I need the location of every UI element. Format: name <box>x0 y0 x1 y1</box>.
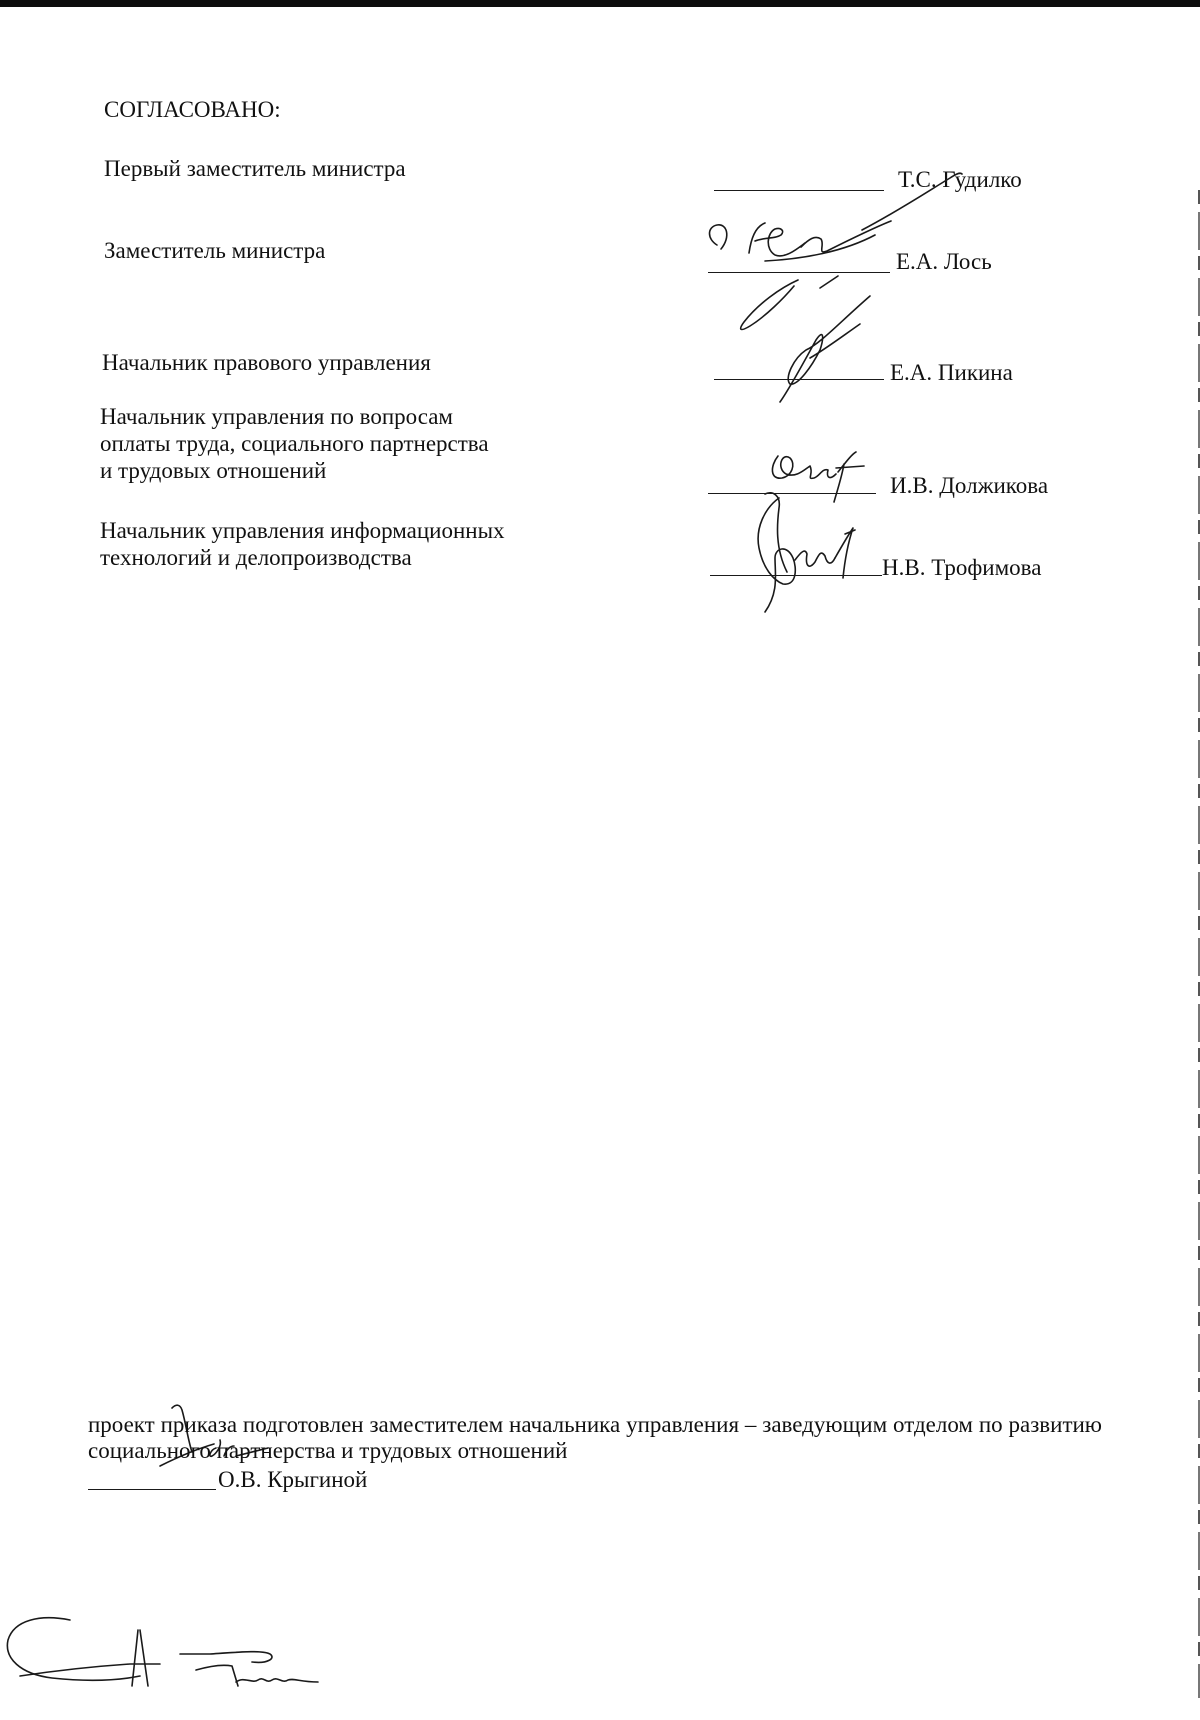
approver-position-5: Начальник управления информационных технологий и делопроизводства <box>100 518 505 570</box>
scan-top-border <box>0 0 1200 7</box>
signature-trofimova <box>735 488 875 618</box>
approver-name-4: И.В. Должикова <box>890 473 1049 498</box>
approval-heading: СОГЛАСОВАНО: <box>104 97 281 122</box>
signature-pikina <box>720 268 890 408</box>
author-signature-line <box>88 1489 216 1490</box>
approver-name-5: Н.В. Трофимова <box>882 555 1042 580</box>
approver-position-4: Начальник управления по вопросам оплаты труда, социального партнерства и трудовых отношений <box>100 404 489 483</box>
approver-name-1: Т.С. Гудилко <box>898 167 1022 192</box>
approver-name-3: Е.А. Пикина <box>890 360 1013 385</box>
draft-author-name: О.В. Крыгиной <box>218 1467 368 1492</box>
signature-bottom-left <box>0 1600 320 1720</box>
approver-position-1: Первый заместитель министра <box>104 156 406 181</box>
signature-line-1 <box>714 190 884 191</box>
approver-position-2: Заместитель министра <box>104 238 326 263</box>
approver-position-3: Начальник правового управления <box>102 350 431 375</box>
approver-name-2: Е.А. Лось <box>896 249 992 274</box>
draft-author-note: проект приказа подготовлен заместителем начальника управления – заведующим отделом по развитию социального партнерства и трудовых отношений <box>88 1412 1102 1463</box>
